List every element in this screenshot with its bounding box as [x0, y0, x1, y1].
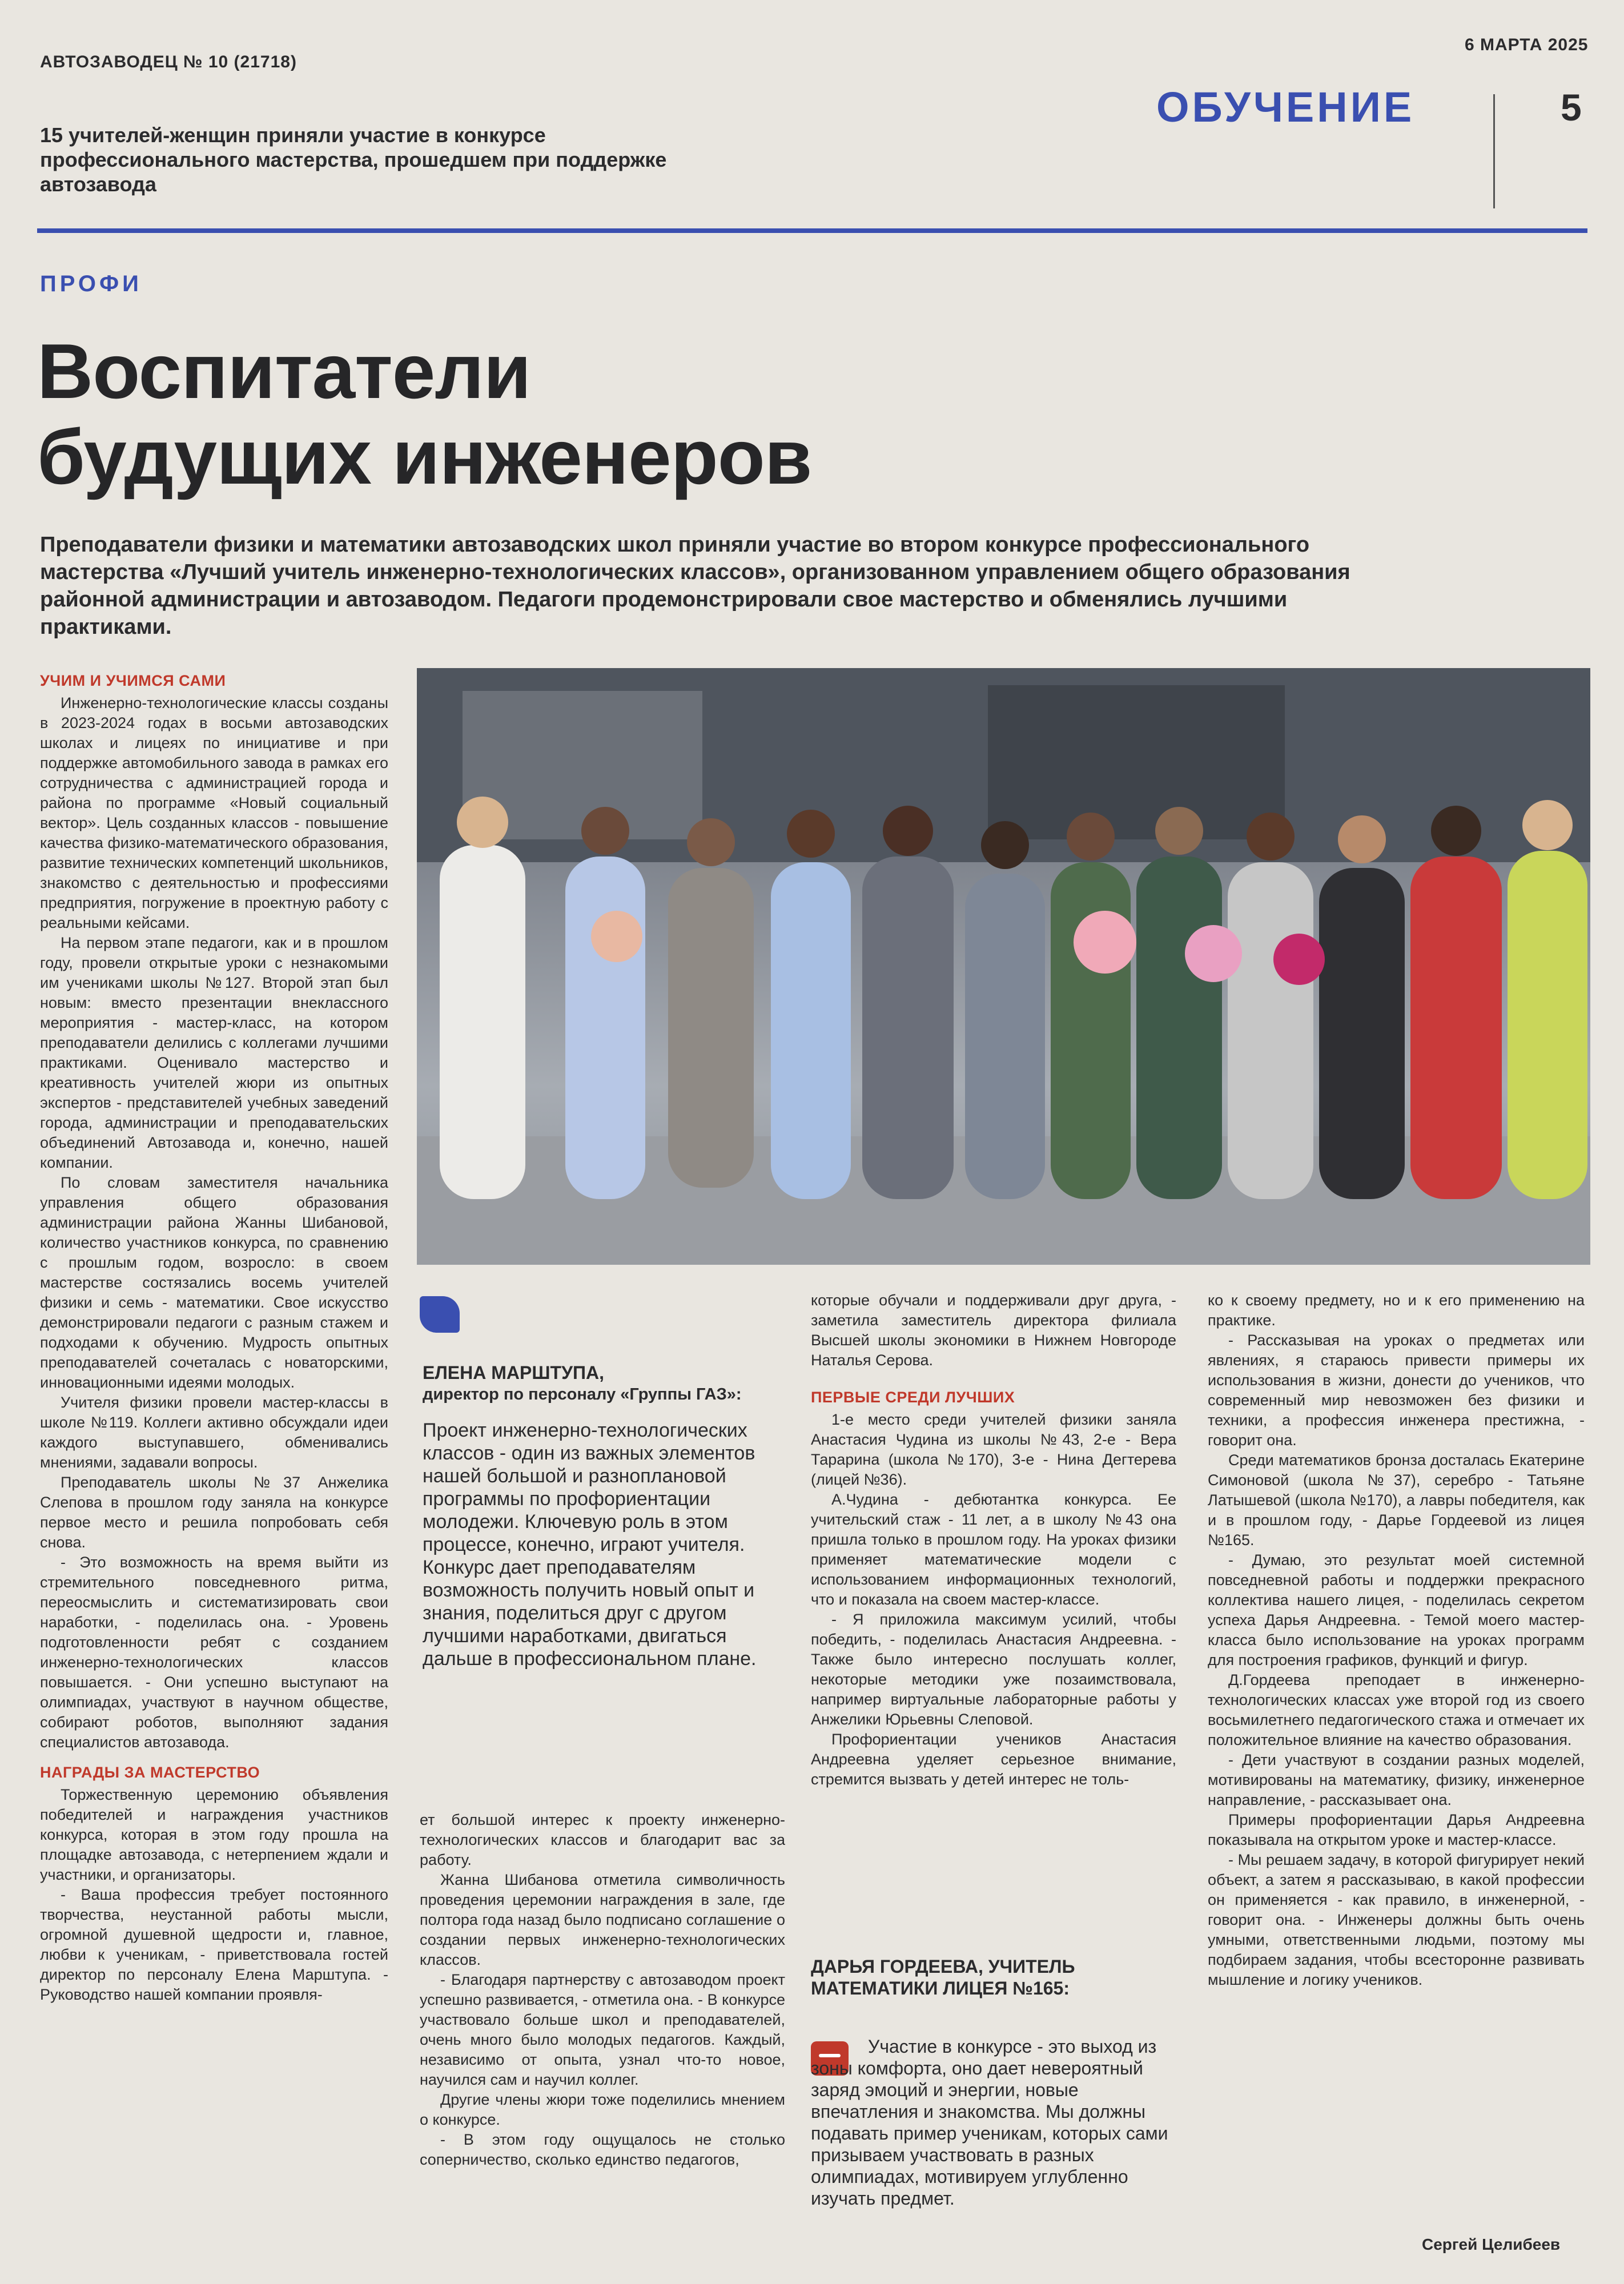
paragraph: На первом этапе педагоги, как и в прошлом году, провели открытые уроки с незнакомыми им учениками школы №127. Второй этап был новым: вместо презентации внеклассного мероприятия - мастер-класс, на котором преподаватели делились с коллегами лучшими практиками. Оценивало мастерство и креативность учителей жюри из опытных экспертов - представителей учебных заведений города, администрации и преподавательских объединений Автозавода и, конечно, нашей компании. — [40, 934, 388, 1171]
quote-gordeeva — [811, 1956, 1176, 1999]
paragraph: Другие члены жюри тоже поделились мнением о конкурсе. — [420, 2091, 785, 2128]
article-lead: Преподаватели физики и математики автозаводских школ приняли участие во втором конкурсе профессионального мастерства «Лучший учитель инженерно-технологических классов», организованном управлением общего образования районной администрации и автозаводом. Педагоги продемонстрировали свое мастерство и обменялись лучшими практиками. — [40, 533, 1350, 639]
paragraph: - Это возможность на время выйти из стремительного повседневного ритма, переосмыслить и систематизировать свои наработки, - поделилась она. - Уровень подготовленности ребят с созданием инженерно-технологических классов повышается. - Они успешно выступают на олимпиадах, участвуют в научном обществе, собирают роботов, выполняют задания специалистов автозавода. — [40, 1554, 388, 1751]
subheading-awards: НАГРАДЫ ЗА МАСТЕРСТВО — [40, 1764, 260, 1781]
paragraph: - Я приложила максимум усилий, чтобы победить, - поделилась Анастасия Андреевна. - Также было интересно послушать коллег, некоторые методики уже позаимствовала, например виртуальные лабораторные работы у Анжелики Юрьевны Слеповой. — [811, 1611, 1176, 1728]
header-divider — [1493, 94, 1495, 208]
rubric-label: ПРОФИ — [40, 271, 142, 296]
headline-line-2: будущих инженеров — [37, 413, 812, 500]
paragraph: - В этом году ощущалось не столько соперничество, сколько единство педагогов, — [420, 2131, 785, 2168]
quote-author-name: ДАРЬЯ ГОРДЕЕВА, УЧИТЕЛЬ МАТЕМАТИКИ ЛИЦЕЯ №165: — [811, 1956, 1075, 1998]
paragraph: По словам заместителя начальника управления общего образования администрации района Жанны Шибановой, количество участников конкурса, по сравнению с прошлым годом, возросло: в своем мастерстве состязались восемь учителей физики и семь - математики. Свое искусство демонстрировали педагоги с разным стажем и подходами к обучению. Мудрость опытных преподавателей сочеталась с новаторскими, инновационными идеями молодых. — [40, 1174, 388, 1391]
paragraph: ко к своему предмету, но и к его применению на практике. — [1208, 1292, 1585, 1329]
paragraph: Д.Гордеева преподает в инженерно-технологических классах уже второй год из своего восьмилетнего педагогического стажа и отмечает их положительное влияние на качество образования. — [1208, 1671, 1585, 1748]
paragraph: - Мы решаем задачу, в которой фигурирует некий объект, а затем я рассказываю, в какой профессии он применяется - как правило, в инженерной, - говорит она. - Инженеры должны быть очень умными, ответственными людьми, поэтому мы подбираем задания, чтобы всесторонне развивать мышление и логику учеников. — [1208, 1851, 1585, 1988]
paragraph: - Дети участвуют в создании разных моделей, мотивированы на математику, физику, инженерное направление, - рассказывает она. — [1208, 1751, 1585, 1808]
quote-mark-icon — [420, 1296, 460, 1333]
paragraph: Примеры профориентации Дарья Андреевна показывала на открытом уроке и мастер-классе. — [1208, 1811, 1585, 1848]
paper-issue: АВТОЗАВОДЕЦ № 10 (21718) — [40, 53, 297, 71]
page-number: 5 — [1561, 86, 1582, 128]
column-3 — [811, 1290, 1176, 1790]
paragraph: Профориентации учеников Анастасия Андреевна уделяет серьезное внимание, стремится вызвать у детей интерес не толь- — [811, 1731, 1176, 1788]
paragraph: - Благодаря партнерству с автозаводом проект успешно развивается, - отметила она. - В конкурсе участвовало больше школ и преподавателей, очень много было молодых педагогов. Каждый, независимо от опыта, узнал что-то новое, научился сам и научил коллег. — [420, 1971, 785, 2088]
paragraph: - Ваша профессия требует постоянного творчества, неустанной работы мысли, огромной душевной щедрости и, главное, любви к ученикам, - приветствовала гостей директор по персоналу Елена Марштупа. - Руководство нашей компании проявля- — [40, 1886, 388, 2003]
column-4 — [1208, 1290, 1585, 1990]
paragraph: Торжественную церемонию объявления победителей и награждения участников конкурса, которая в этом году прошла на площадке автозавода, с нетерпением ждали и участники, и организаторы. — [40, 1786, 388, 1883]
paragraph: которые обучали и поддерживали друг друга, - заметила заместитель директора филиала Высшей школы экономики в Нижнем Новгороде Наталья Серова. — [811, 1292, 1176, 1369]
column-1 — [40, 671, 388, 2005]
paragraph: Инженерно-технологические классы созданы в 2023-2024 годах в восьми автозаводских школах и лицеях по инициативе и при поддержке автомобильного завода в рамках его сотрудничества с администрацией города и района по программе «Новый социальный вектор». Цель созданных классов - повышение качества физико-математического образования, развитие технических компетенций школьников, знакомство с деятельностью и профессиями предприятия, погружение в проектную работу с реальными кейсами. — [40, 694, 388, 931]
paragraph: - Думаю, это результат моей системной повседневной работы и поддержки прекрасного коллектива нашего лицея, - поделилась секретом успеха Дарья Андреевна. - Темой моего мастер-класса было использование на уроках программ для построения графиков, функций и фигур. — [1208, 1551, 1585, 1668]
quote-author-role: директор по персоналу «Группы ГАЗ»: — [423, 1385, 742, 1404]
headline-line-1: Воспитатели — [37, 328, 531, 415]
group-photo — [417, 668, 1590, 1265]
group-photo-illustration — [417, 668, 1590, 1265]
paragraph: Преподаватель школы №37 Анжелика Слепова в прошлом году заняла на конкурсе первое место и решила попробовать себя снова. — [40, 1474, 388, 1551]
paragraph: Жанна Шибанова отметила символичность проведения церемонии награждения в зале, где полтора года назад было подписано соглашение о создании первых инженерно-технологических классов. — [420, 1871, 785, 1968]
header-rule — [37, 228, 1587, 233]
paragraph: 1-е место среди учителей физики заняла Анастасия Чудина из школы №43, 2-е - Вера Тарарина (школа №170), 3-е - Нина Дегтерева (лицей №36). — [811, 1411, 1176, 1488]
subheading-learn: УЧИМ И УЧИМСЯ САМИ — [40, 672, 226, 689]
section-title: ОБУЧЕНИЕ — [1156, 83, 1415, 131]
quote-author-name: ЕЛЕНА МАРШТУПА, — [423, 1362, 604, 1383]
issue-date: 6 МАРТА 2025 — [1465, 35, 1589, 54]
paragraph: - Рассказывая на уроках о предметах или явлениях, я стараюсь привести примеры их использования в жизни, донести до учеников, что современный мир невозможен без физики и техники, а профессия инженера престижна, - говорит она. — [1208, 1332, 1585, 1449]
subheading-best: ПЕРВЫЕ СРЕДИ ЛУЧШИХ — [811, 1389, 1015, 1406]
column-2 — [420, 1810, 785, 2170]
paragraph: Среди математиков бронза досталась Екатерине Симоновой (школа №37), серебро - Татьяне Латышевой (школа №170), а лавры победителя, как и в прошлом году, - Дарье Гордеевой из лицея №165. — [1208, 1451, 1585, 1549]
paragraph: ет большой интерес к проекту инженерно-технологических классов и благодарит вас за работу. — [420, 1811, 785, 1868]
article-author: Сергей Целибеев — [1422, 2235, 1561, 2253]
quote-text: Проект инженерно-технологических классов - один из важных элементов нашей большой и разноплановой программы по профориентации молодежи. Ключевую роль в этом процессе, конечно, играют учителя. Конкурс дает преподавателям возможность получить новый опыт и знания, поделиться друг с другом лучшими наработками, двигаться дальше в профессиональном плане. — [423, 1420, 757, 1670]
quote-marshtupa — [423, 1362, 788, 1670]
header-teaser: 15 учителей-женщин приняли участие в конкурсе профессионального мастерства, прошедшем при поддержке автозавода — [40, 123, 667, 196]
quote-text: Участие в конкурсе - это выход из зоны комфорта, оно дает невероятный заряд эмоций и энергии, новые впечатления и знакомства. Мы должны подавать пример ученикам, которых сами призываем участвовать в разных олимпиадах, мотивируем углубленно изучать предмет. — [811, 2036, 1168, 2209]
paragraph: А.Чудина - дебютантка конкурса. Ее учительский стаж - 11 лет, а в школу №43 она пришла только в прошлом году. На уроках физики применяет математические модели с использованием информационных технологий, что и показала на своем мастер-классе. — [811, 1491, 1176, 1608]
paragraph: Учителя физики провели мастер-классы в школе №119. Коллеги активно обсуждали идеи каждого выступавшего, обменивались мнениями, задавали вопросы. — [40, 1394, 388, 1471]
